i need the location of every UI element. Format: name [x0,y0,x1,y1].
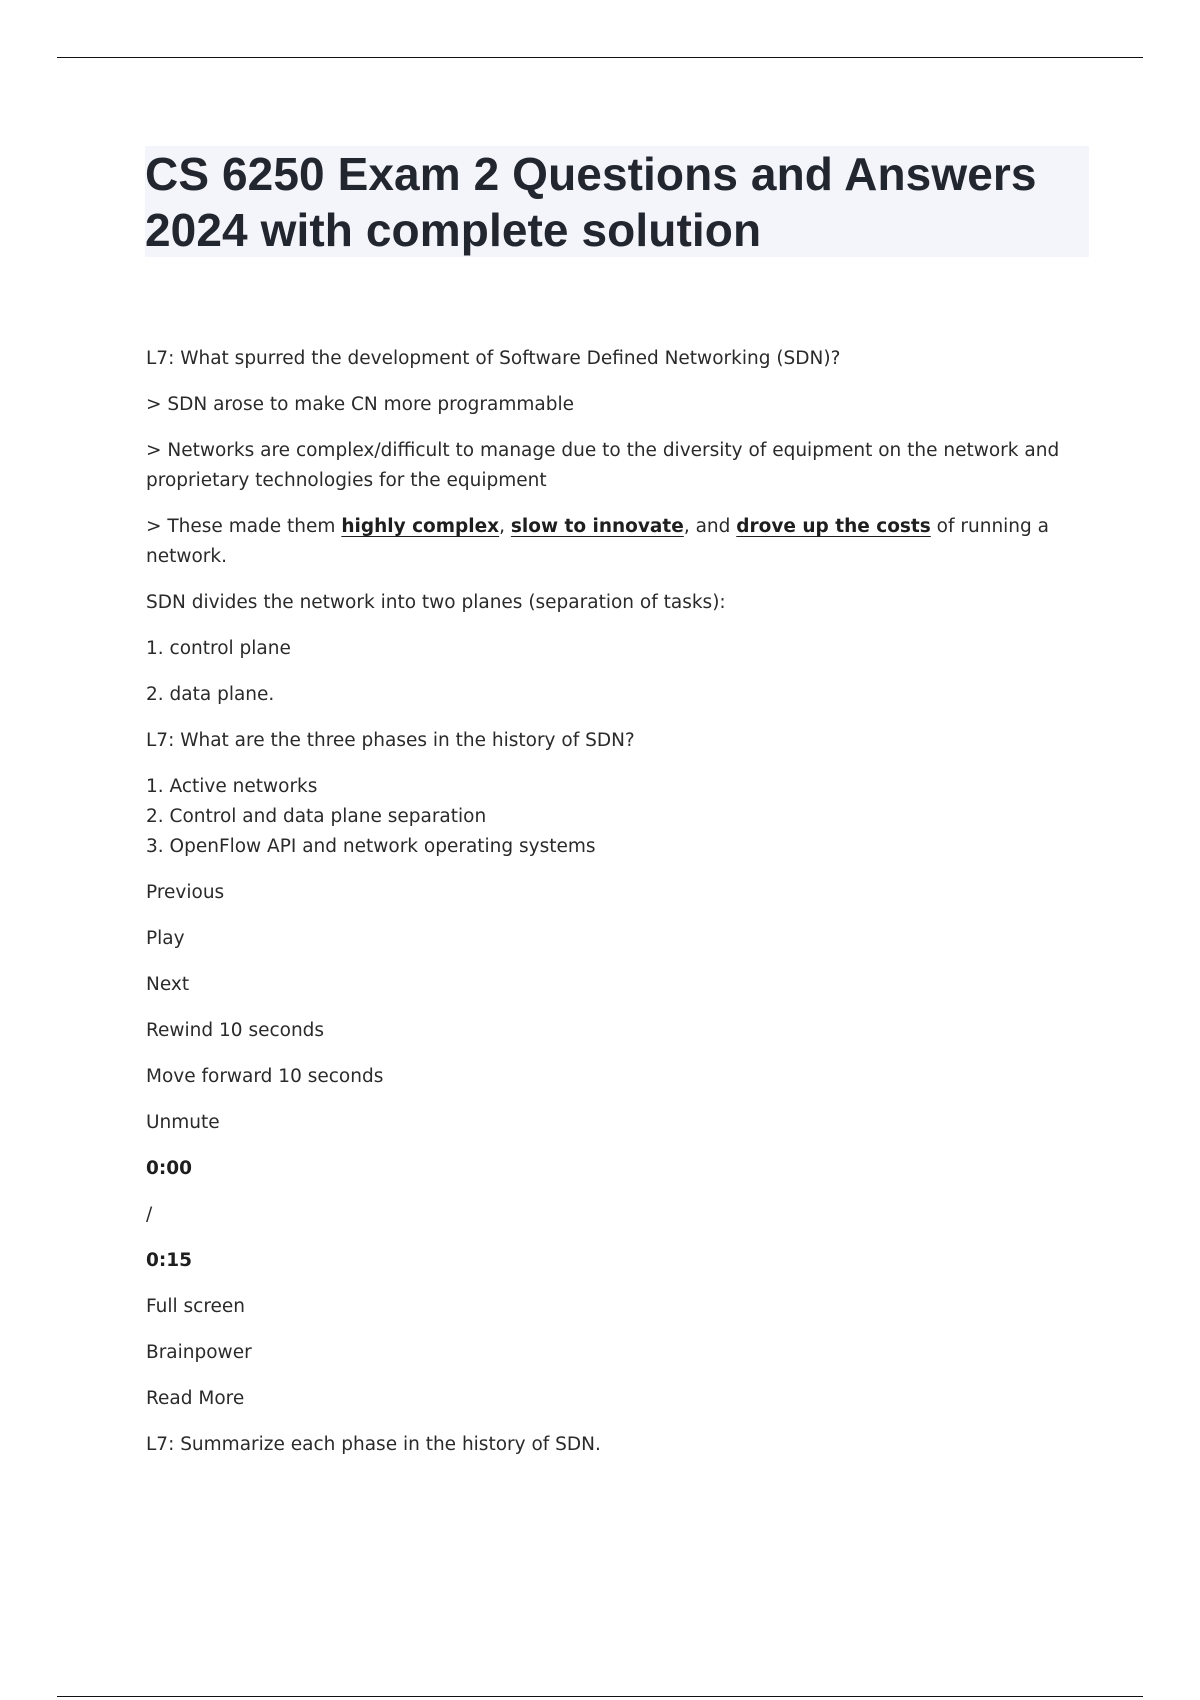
answer-1-item-2: 2. data plane. [146,684,275,705]
answer-1-line-3-sep-1: , [499,516,511,537]
term-drove-up-costs: drove up the costs [736,516,931,537]
answer-2-item-3: 3. OpenFlow API and network operating systems [146,836,596,857]
answer-1-line-4: SDN divides the network into two planes (separation of tasks): [146,592,726,613]
answer-2-item-2: 2. Control and data plane separation [146,806,487,827]
document-body [146,344,1076,1476]
term-slow-to-innovate: slow to innovate [510,516,684,537]
answer-1-line-3-suffix: of running a network. [146,516,1049,567]
answer-1-line-2: > Networks are complex/difficult to manage due to the diversity of equipment on the network and proprietary technologies for the equipment [146,440,1060,491]
answer-1-line-1: > SDN arose to make CN more programmable [146,394,575,415]
document-title: CS 6250 Exam 2 Questions and Answers 2024 with complete solution [145,148,1037,256]
media-duration: 0:15 [146,1250,193,1271]
media-play-label: Play [146,928,185,949]
bottom-rule [57,1696,1143,1697]
answer-1-item-1: 1. control plane [146,638,291,659]
media-unmute-label: Unmute [146,1112,220,1133]
media-next-label: Next [146,974,190,995]
media-current-time: 0:00 [146,1158,193,1179]
term-highly-complex: highly complex [341,516,500,537]
top-rule [57,57,1143,58]
media-time-separator: / [146,1204,153,1225]
media-previous-label: Previous [146,882,225,903]
answer-2-item-1: 1. Active networks [146,776,318,797]
media-rewind-label: Rewind 10 seconds [146,1020,325,1041]
question-1: L7: What spurred the development of Software Defined Networking (SDN)? [146,348,841,369]
brainpower-label: Brainpower [146,1342,252,1363]
answer-1-line-3-sep-2: , and [683,516,737,537]
question-3: L7: Summarize each phase in the history of SDN. [146,1434,601,1455]
media-fullscreen-label: Full screen [146,1296,246,1317]
question-2: L7: What are the three phases in the history of SDN? [146,730,635,751]
answer-1-line-3 [146,512,1076,572]
read-more-label: Read More [146,1388,245,1409]
answer-1-line-3-prefix: > These made them [146,516,342,537]
media-forward-label: Move forward 10 seconds [146,1066,384,1087]
